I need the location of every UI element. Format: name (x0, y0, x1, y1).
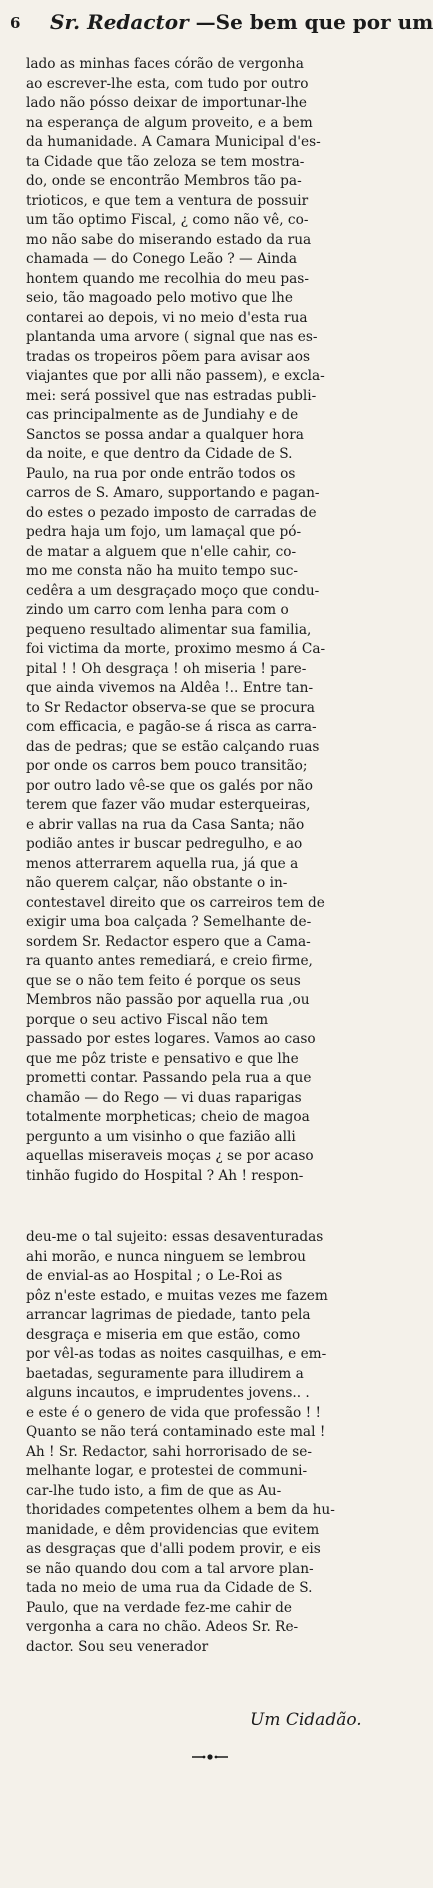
text-line: ra quanto antes remediará, e creio firme, (26, 953, 313, 969)
text-line: thoridades competentes olhem a bem da hu- (26, 1502, 335, 1518)
letter-opening (50, 10, 433, 34)
text-line: hontem quando me recolhia do meu pas- (26, 270, 309, 287)
text-line: chamão — do Rego — vi duas raparigas (26, 1089, 302, 1106)
text-line: Paulo, na rua por onde entrão todos os (26, 465, 296, 482)
text-line: um tão optimo Fiscal, ¿ como não vê, co- (26, 212, 309, 228)
text-line: as desgraças que d'alli podem provir, e eis (26, 1541, 321, 1557)
text-line: pôz n'este estado, e muitas vezes me fazem (26, 1287, 328, 1304)
salutation: Sr. Redactor (50, 10, 189, 34)
text-line: chamada — do Conego Leão ? — Ainda (26, 251, 298, 267)
text-line: que me pôz triste e pensativo e que lhe (26, 1050, 299, 1067)
text-line: pital ! ! Oh desgraça ! oh miseria ! pare- (26, 660, 307, 677)
text-line: dactor. Sou seu venerador (26, 1638, 209, 1655)
text-line: da humanidade. A Camara Municipal d'es- (26, 134, 321, 150)
text-line: e este é o genero de vida que professão ! ! (26, 1404, 321, 1421)
opening-text: —Se bem que por um (195, 10, 433, 34)
text-line: menos atterrarem aquella rua, já que a (26, 855, 299, 872)
text-line: trioticos, e que tem a ventura de possuir (26, 192, 309, 209)
text-line: tradas os tropeiros põem para avisar aos (26, 348, 310, 365)
text-line: por vêl-as todas as noites casquilhas, e em- (26, 1346, 327, 1362)
text-line: porque o seu activo Fiscal não tem (26, 1011, 269, 1028)
ornament-divider (190, 1752, 230, 1762)
text-line: deu-me o tal sujeito: essas desaventuradas (26, 1229, 324, 1245)
text-line: que ainda vivemos na Aldêa !.. Entre tan- (26, 680, 314, 696)
text-line: se não quando dou com a tal arvore plan- (26, 1560, 314, 1577)
text-line: totalmente morpheticas; cheio de magoa (26, 1109, 310, 1125)
letter-body-part-2 (26, 1228, 380, 1657)
text-line: do estes o pezado imposto de carradas de (26, 504, 317, 521)
text-line: contestavel direito que os carreiros tem de (26, 894, 325, 911)
text-line: mei: será possivel que nas estradas publi- (26, 387, 317, 404)
text-line: pequeno resultado alimentar sua familia, (26, 621, 312, 638)
letter-header (10, 6, 433, 46)
text-line: passado por estes logares. Vamos ao caso (26, 1031, 316, 1047)
text-line: de envial-as ao Hospital ; o Le-Roi as (26, 1268, 283, 1284)
text-line: pedra haja um fojo, um lamaçal que pó- (26, 524, 302, 540)
text-line: terem que fazer vão mudar esterqueiras, (26, 797, 311, 813)
text-line: cas principalmente as de Jundiahy e de (26, 407, 299, 423)
page-number: 6 (10, 14, 21, 32)
text-line: que se o não tem feito é porque os seus (26, 972, 301, 989)
text-line: cedêra a um desgraçado moço que condu- (26, 582, 320, 599)
text-line: seio, tão magoado pelo motivo que lhe (26, 290, 293, 306)
text-line: por outro lado vê-se que os galés por não (26, 777, 313, 794)
text-line: da noite, e que dentro da Cidade de S. (26, 446, 293, 462)
text-line: foi victima da morte, proximo mesmo á Ca- (26, 641, 326, 657)
text-line: sordem Sr. Redactor espero que a Cama- (26, 933, 311, 950)
text-line: viajantes que por alli não passem), e excla- (26, 368, 325, 384)
text-line: por onde os carros bem pouco transitão; (26, 758, 308, 774)
text-line: Sanctos se possa andar a qualquer hora (26, 426, 304, 443)
text-line: lado não pósso deixar de importunar-lhe (26, 95, 307, 111)
text-line: ahi morão, e nunca ninguem se lembrou (26, 1248, 306, 1265)
text-line: mo me consta não ha muito tempo suc- (26, 563, 298, 579)
text-line: lado as minhas faces córão de vergonha (26, 56, 304, 72)
text-line: na esperança de algum proveito, e a bem (26, 114, 313, 131)
text-line: exigir uma boa calçada ? Semelhante de- (26, 914, 312, 930)
text-line: zindo um carro com lenha para com o (26, 602, 289, 618)
text-line: plantanda uma arvore ( signal que nas es- (26, 329, 318, 345)
text-line: das de pedras; que se estão calçando ruas (26, 738, 320, 755)
text-line: ta Cidade que tão zeloza se tem mostra- (26, 153, 305, 170)
signature: Um Cidadão. (250, 1710, 362, 1730)
text-line: ao escrever-lhe esta, com tudo por outro (26, 75, 309, 92)
text-line: prometti contar. Passando pela rua a que (26, 1070, 312, 1086)
text-line: Quanto se não terá contaminado este mal ! (26, 1424, 326, 1440)
text-line: manidade, e dêm providencias que evitem (26, 1521, 320, 1538)
text-line: com efficacia, e pagão-se á risca as carra- (26, 719, 317, 735)
text-line: alguns incautos, e imprudentes jovens.. . (26, 1385, 310, 1401)
text-line: de matar a alguem que n'elle cahir, co- (26, 543, 297, 560)
text-line: tada no meio de uma rua da Cidade de S. (26, 1580, 313, 1596)
text-line: carros de S. Amaro, supportando e pagan- (26, 485, 320, 501)
text-line: podião antes ir buscar pedregulho, e ao (26, 836, 303, 852)
text-line: arrancar lagrimas de piedade, tanto pela (26, 1307, 311, 1323)
text-line: melhante logar, e protestei de communi- (26, 1463, 308, 1479)
text-line: desgraça e miseria em que estão, como (26, 1326, 301, 1343)
text-line: contarei ao depois, vi no meio d'esta rua (26, 309, 308, 326)
text-line: pergunto a um visinho o que fazião alli (26, 1128, 296, 1145)
letter-body-part-1 (26, 55, 380, 1186)
text-line: baetadas, seguramente para illudirem a (26, 1365, 304, 1382)
text-line: e abrir vallas na rua da Casa Santa; não (26, 816, 305, 833)
text-line: vergonha a cara no chão. Adeos Sr. Re- (26, 1619, 299, 1635)
text-line: não querem calçar, não obstante o in- (26, 875, 288, 891)
text-line: mo não sabe do miserando estado da rua (26, 231, 312, 248)
text-line: Paulo, que na verdade fez-me cahir de (26, 1599, 292, 1616)
text-line: to Sr Redactor observa-se que se procura (26, 699, 315, 716)
text-line: do, onde se encontrão Membros tão pa- (26, 173, 302, 189)
text-line: Membros não passão por aquella rua ,ou (26, 992, 310, 1008)
text-line: tinhão fugido do Hospital ? Ah ! respon- (26, 1167, 304, 1184)
text-line: car-lhe tudo isto, a fim de que as Au- (26, 1482, 282, 1499)
text-line: Ah ! Sr. Redactor, sahi horrorisado de se- (26, 1443, 313, 1460)
text-line: aquellas miseraveis moças ¿ se por acaso (26, 1148, 314, 1164)
